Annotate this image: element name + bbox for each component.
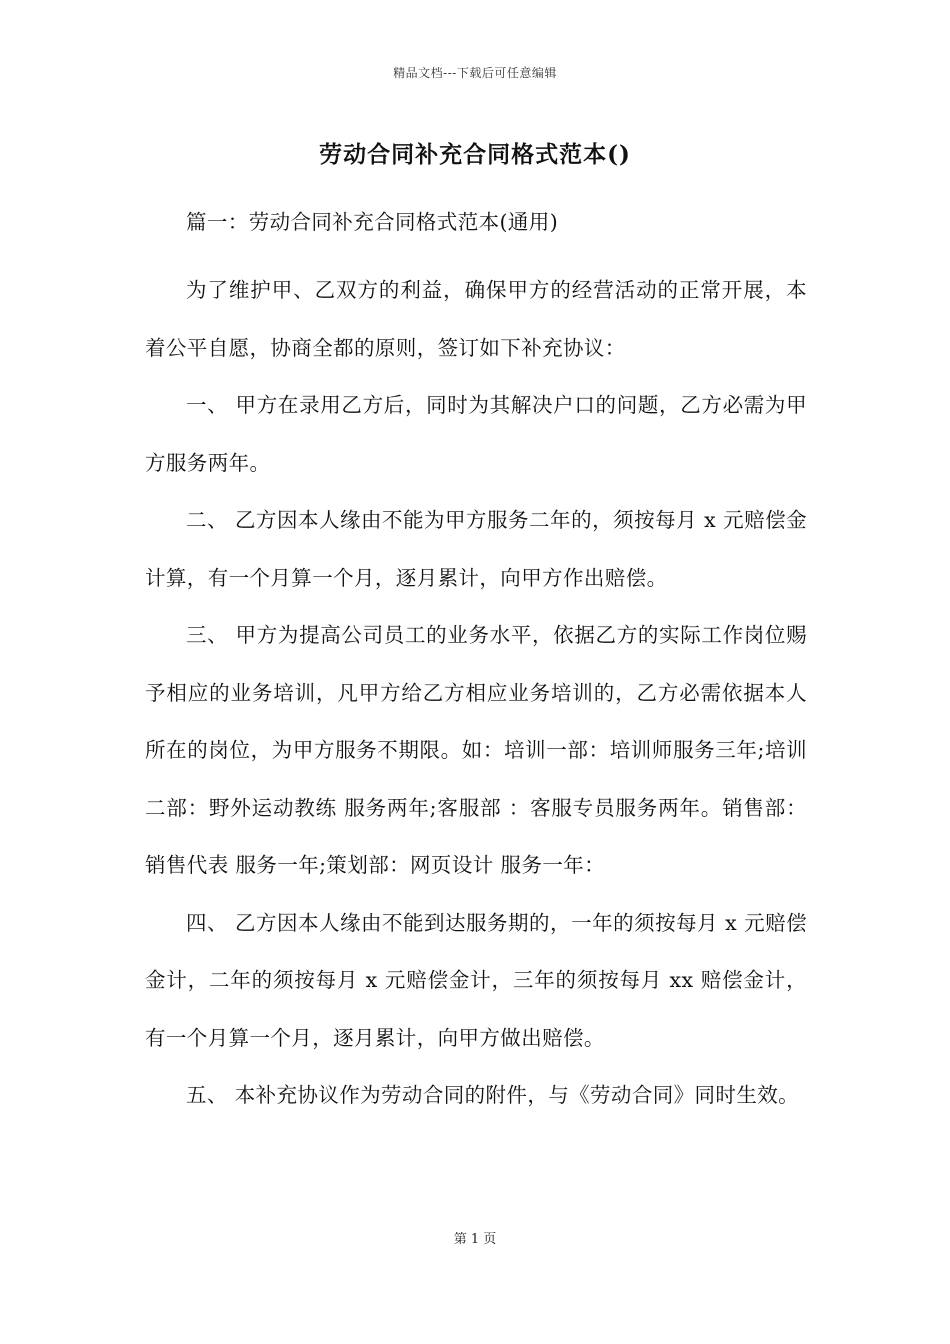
paragraph-clause-5: 五、 本补充协议作为劳动合同的附件，与《劳动合同》同时生效。 — [186, 1083, 800, 1107]
document-title: 劳动合同补充合同格式范本() — [319, 141, 631, 168]
page-header: 精品文档---下载后可任意编辑 — [393, 66, 557, 80]
paragraph-intro: 为了维护甲、乙双方的利益，确保甲方的经营活动的正常开展，本着公平自愿，协商全都的原则，签订如下补充协议： — [145, 278, 807, 360]
paragraph-clause-4: 四、 乙方因本人缘由不能到达服务期的，一年的须按每月 x 元赔偿金计，二年的须按每月 x 元赔偿金计，三年的须按每月 xx 赔偿金计，有一个月算一个月，逐月累计，向甲方做出赔偿。 — [145, 910, 807, 1050]
paragraph-clause-1: 一、 甲方在录用乙方后，同时为其解决户口的问题，乙方必需为甲方服务两年。 — [145, 393, 807, 475]
page-number: 第 1 页 — [453, 1232, 497, 1247]
document-body — [145, 262, 807, 1125]
document-subtitle: 篇一：劳动合同补充合同格式范本(通用) — [186, 210, 559, 234]
paragraph-clause-2: 二、 乙方因本人缘由不能为甲方服务二年的，须按每月 x 元赔偿金计算，有一个月算一个月，逐月累计，向甲方作出赔偿。 — [145, 508, 807, 590]
paragraph-clause-3: 三、 甲方为提高公司员工的业务水平，依据乙方的实际工作岗位赐予相应的业务培训，凡甲方给乙方相应业务培训的，乙方必需依据本人所在的岗位，为甲方服务不期限。如：培训一部：培训师服务三年;培训二部：野外运动教练 服务两年;客服部 ：客服专员服务两年。销售部：销售代表 服务一年;策划部：网页设计 服务一年： — [145, 623, 807, 877]
